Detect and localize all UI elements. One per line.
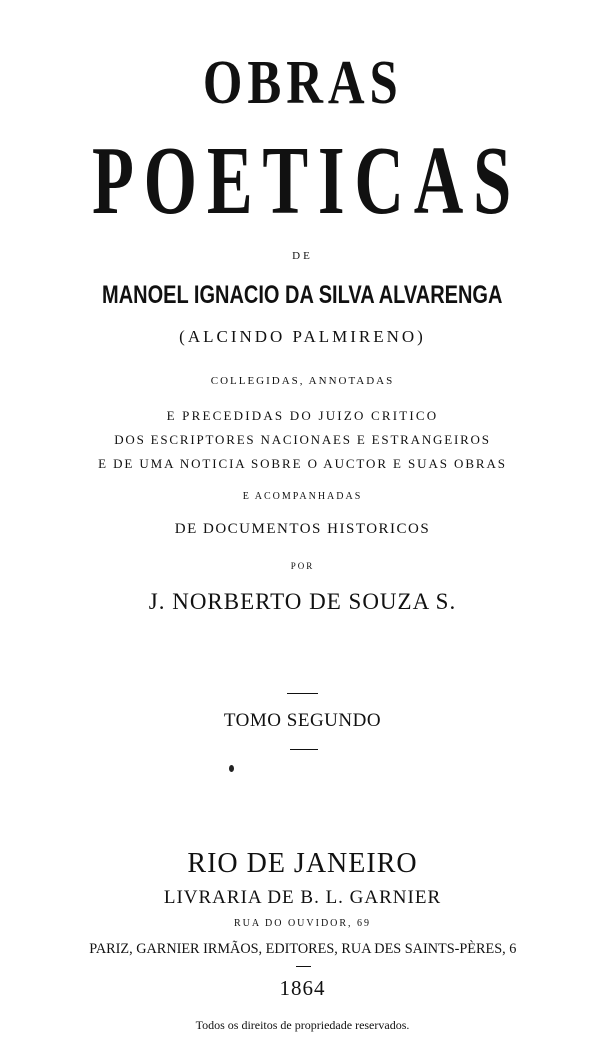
description-line-5: E ACOMPANHADAS bbox=[242, 491, 363, 502]
description-line-3: DOS ESCRIPTORES NACIONAES E ESTRANGEIROS bbox=[114, 432, 491, 447]
description-line-1: COLLEGIDAS, ANNOTADAS bbox=[210, 375, 395, 387]
description-line-2: E PRECEDIDAS DO JUIZO CRITICO bbox=[166, 408, 439, 423]
description-line-4: E DE UMA NOTICIA SOBRE O AUCTOR E SUAS OBRAS bbox=[98, 456, 507, 471]
imprint-publisher: LIVRARIA DE B. L. GARNIER bbox=[163, 887, 442, 908]
title-line-2 bbox=[0, 127, 605, 235]
editor-name: J. NORBERTO DE SOUZA S. bbox=[148, 589, 457, 614]
author-name: MANOEL IGNACIO DA SILVA ALVARENGA bbox=[102, 281, 503, 309]
rights-notice: Todos os direitos de propriedade reservados. bbox=[195, 1018, 410, 1032]
imprint-paris: PARIZ, GARNIER IRMÃOS, EDITORES, RUA DES SAINTS-PÈRES, 6 bbox=[88, 941, 517, 957]
imprint-city: RIO DE JANEIRO bbox=[187, 848, 418, 879]
imprint-address: RUA DO OUVIDOR, 69 bbox=[233, 918, 372, 929]
rule-above-year bbox=[296, 966, 311, 967]
rule-below-volume bbox=[290, 749, 318, 750]
imprint-year: 1864 bbox=[279, 976, 326, 1000]
by-label: DE bbox=[292, 250, 313, 262]
description-line-6: DE DOCUMENTOS HISTORICOS bbox=[174, 521, 431, 537]
title-obras: OBRAS bbox=[202, 49, 403, 117]
por-label: POR bbox=[290, 561, 315, 571]
rule-above-volume bbox=[287, 693, 318, 694]
title-poeticas: POETICAS bbox=[91, 127, 522, 235]
volume-label: TOMO SEGUNDO bbox=[223, 710, 382, 731]
title-line-1 bbox=[0, 49, 605, 117]
author-pseudonym: (ALCINDO PALMIRENO) bbox=[179, 327, 426, 346]
ink-speck bbox=[229, 765, 234, 772]
